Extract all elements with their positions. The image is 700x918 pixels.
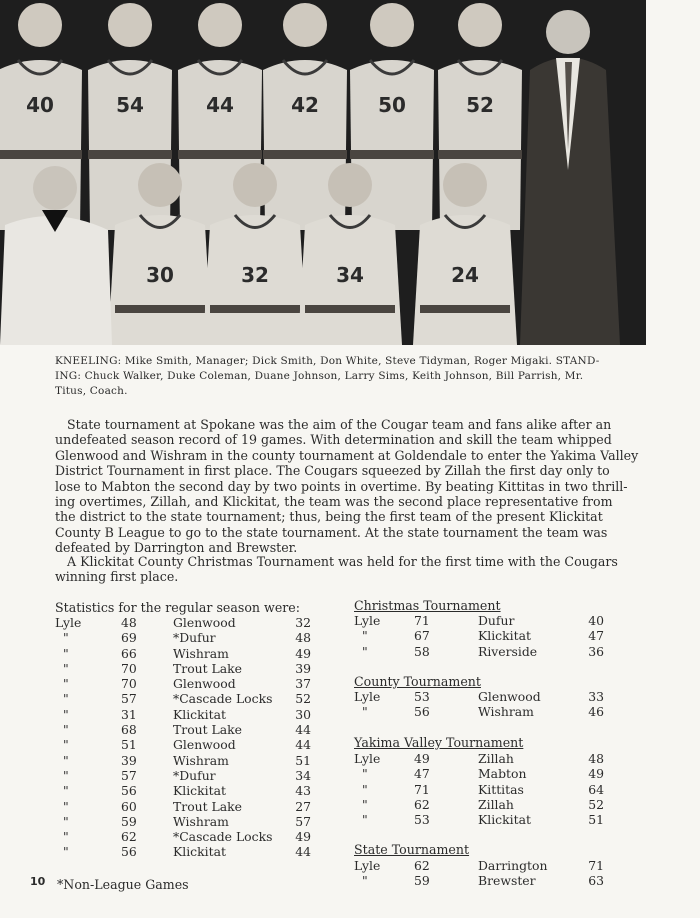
opponent-cell: Glenwood [478, 689, 541, 704]
footnote: *Non-League Games [57, 877, 189, 892]
opponent-score-cell: 63 [588, 873, 604, 889]
opponent-score-cell: 40 [588, 613, 604, 628]
team-cell: " [362, 781, 368, 797]
team-cell: " [362, 628, 368, 644]
game-row [55, 615, 311, 630]
season-summary-paragraph [55, 417, 639, 556]
team-cell: Lyle [354, 689, 381, 704]
opponent-score-cell: 39 [295, 660, 311, 676]
opponent-cell: Klickitat [478, 812, 531, 828]
paragraph-line: defeated by Darrington and Brewster. [55, 540, 298, 556]
game-row [55, 844, 311, 859]
team-cell: " [362, 704, 368, 720]
jersey-number: 42 [291, 93, 319, 117]
team-cell: " [63, 798, 69, 814]
opponent-cell: Glenwood [173, 737, 236, 753]
opponent-score-cell: 30 [295, 706, 311, 722]
team-cell: " [63, 813, 69, 829]
jersey-number: 24 [451, 263, 479, 287]
state-tournament-table [354, 858, 604, 889]
opponent-cell: Trout Lake [173, 660, 243, 676]
opponent-score-cell: 71 [588, 858, 604, 873]
paragraph-line: winning first place. [55, 569, 179, 585]
paragraph-line: A Klickitat County Christmas Tournament was held for the first time with the Cougars [67, 554, 618, 569]
team-cell: " [63, 829, 69, 845]
opponent-score-cell: 49 [295, 645, 311, 661]
jersey-number: 44 [206, 93, 234, 117]
opponent-score-cell: 44 [295, 722, 311, 738]
game-row [55, 691, 311, 706]
county-tournament-title: County Tournament [354, 674, 481, 689]
score-cell: 67 [414, 628, 430, 644]
score-cell: 60 [121, 798, 137, 814]
opponent-cell: Wishram [478, 704, 534, 720]
game-row [354, 782, 604, 797]
score-cell: 59 [414, 873, 430, 889]
state-tournament-title: State Tournament [354, 842, 470, 857]
opponent-score-cell: 49 [295, 829, 311, 845]
score-cell: 59 [121, 813, 137, 829]
score-cell: 56 [414, 704, 430, 720]
game-row [354, 628, 604, 643]
score-cell: 62 [414, 796, 430, 812]
game-row [354, 751, 604, 766]
game-row [55, 799, 311, 814]
score-cell: 66 [121, 645, 137, 661]
team-cell: " [362, 796, 368, 812]
opponent-score-cell: 36 [588, 643, 604, 659]
opponent-cell: *Dufur [173, 767, 216, 783]
score-cell: 57 [121, 767, 137, 783]
opponent-score-cell: 49 [588, 766, 604, 782]
opponent-cell: Klickitat [478, 628, 531, 644]
paragraph-line: ing overtimes, Zillah, and Klickitat, the team was the second place representative from [55, 494, 613, 510]
team-cell: Lyle [354, 858, 381, 873]
score-cell: 51 [121, 737, 137, 753]
team-cell: " [362, 643, 368, 659]
team-cell: " [63, 722, 69, 738]
regular-season-heading: Statistics for the regular season were: [55, 600, 300, 615]
game-row [354, 858, 604, 873]
team-cell: " [63, 706, 69, 722]
opponent-score-cell: 32 [295, 615, 311, 630]
opponent-cell: Wishram [173, 813, 229, 829]
score-cell: 56 [121, 783, 137, 799]
opponent-score-cell: 34 [295, 767, 311, 783]
game-row [55, 630, 311, 645]
score-cell: 39 [121, 752, 137, 768]
opponent-score-cell: 51 [588, 812, 604, 828]
game-row [354, 689, 604, 704]
opponent-score-cell: 64 [588, 781, 604, 797]
opponent-cell: Riverside [478, 643, 538, 659]
paragraph-line: undefeated season record of 19 games. With determination and skill the team whipped [55, 432, 612, 448]
yakima-tournament-title: Yakima Valley Tournament [354, 735, 524, 750]
score-cell: 49 [414, 751, 430, 766]
paragraph-line: the district to the state tournament; thus, being the first team of the present Klickitat [55, 509, 603, 525]
opponent-cell: Wishram [173, 752, 229, 768]
opponent-cell: Trout Lake [173, 798, 243, 814]
team-cell: " [362, 873, 368, 889]
game-row [55, 753, 311, 768]
opponent-cell: Glenwood [173, 615, 236, 630]
paragraph-line: lose to Mabton the second day by two points in overtime. By beating Kittitas in two thrill- [55, 478, 628, 494]
opponent-cell: Brewster [478, 873, 536, 889]
team-photo [0, 0, 646, 345]
score-cell: 31 [121, 706, 137, 722]
jersey-number: 40 [26, 93, 54, 117]
opponent-score-cell: 52 [295, 691, 311, 707]
team-cell: " [362, 812, 368, 828]
game-row [55, 768, 311, 783]
jersey-number: 34 [336, 263, 364, 287]
christmas-paragraph [55, 554, 617, 585]
team-cell: Lyle [354, 751, 381, 766]
paragraph-line: Glenwood and Wishram in the county tournament at Goldendale to enter the Yakima Valley [55, 447, 639, 463]
paragraph-line: State tournament at Spokane was the aim of the Cougar team and fans alike after an [67, 417, 612, 432]
team-cell: " [63, 783, 69, 799]
opponent-cell: Glenwood [173, 676, 236, 692]
team-cell: " [63, 691, 69, 707]
opponent-score-cell: 33 [588, 689, 604, 704]
opponent-cell: Dufur [478, 613, 515, 628]
photo-caption [55, 354, 615, 399]
game-row [354, 613, 604, 628]
team-cell: " [63, 844, 69, 860]
page-number: 10 [30, 875, 46, 888]
caption-line: KNEELING: Mike Smith, Manager; Dick Smith, Don White, Steve Tidyman, Roger Migaki. STAND- [55, 355, 600, 367]
game-row [354, 704, 604, 719]
score-cell: 69 [121, 630, 137, 646]
game-row [55, 722, 311, 737]
game-row [55, 661, 311, 676]
opponent-score-cell: 48 [295, 630, 311, 646]
team-cell: " [63, 737, 69, 753]
score-cell: 71 [414, 781, 430, 797]
game-row [354, 797, 604, 812]
opponent-score-cell: 37 [295, 676, 311, 692]
opponent-cell: Klickitat [173, 844, 226, 860]
opponent-cell: Darrington [478, 858, 548, 873]
opponent-cell: *Dufur [173, 630, 216, 646]
county-tournament-table [354, 689, 604, 720]
team-cell: Lyle [354, 613, 381, 628]
team-cell: " [63, 645, 69, 661]
opponent-score-cell: 52 [588, 796, 604, 812]
opponent-score-cell: 44 [295, 737, 311, 753]
game-row [55, 829, 311, 844]
score-cell: 53 [414, 689, 430, 704]
opponent-score-cell: 46 [588, 704, 604, 720]
opponent-cell: Klickitat [173, 783, 226, 799]
opponent-cell: *Cascade Locks [173, 829, 273, 845]
paragraph-line: District Tournament in first place. The Cougars squeezed by Zillah the first day only to [55, 463, 610, 479]
christmas-tournament-table [354, 613, 604, 659]
team-cell: " [63, 752, 69, 768]
yakima-tournament-table [354, 751, 604, 827]
opponent-score-cell: 57 [295, 813, 311, 829]
jersey-number: 52 [466, 93, 494, 117]
score-cell: 57 [121, 691, 137, 707]
opponent-score-cell: 51 [295, 752, 311, 768]
score-cell: 70 [121, 676, 137, 692]
game-row [354, 873, 604, 888]
opponent-cell: Mabton [478, 766, 527, 782]
game-row [55, 814, 311, 829]
score-cell: 53 [414, 812, 430, 828]
score-cell: 48 [121, 615, 137, 630]
game-row [55, 783, 311, 798]
team-cell: " [63, 767, 69, 783]
jersey-number: 50 [378, 93, 406, 117]
jersey-number: 54 [116, 93, 144, 117]
opponent-score-cell: 47 [588, 628, 604, 644]
team-cell: " [362, 766, 368, 782]
caption-line: Titus, Coach. [55, 385, 128, 397]
score-cell: 68 [121, 722, 137, 738]
opponent-cell: Klickitat [173, 706, 226, 722]
opponent-cell: Zillah [478, 751, 514, 766]
team-cell: " [63, 660, 69, 676]
score-cell: 71 [414, 613, 430, 628]
caption-line: ING: Chuck Walker, Duke Coleman, Duane Johnson, Larry Sims, Keith Johnson, Bill Parrish, Mr. [55, 370, 584, 382]
opponent-cell: Zillah [478, 796, 514, 812]
game-row [55, 646, 311, 661]
opponent-cell: *Cascade Locks [173, 691, 273, 707]
opponent-score-cell: 48 [588, 751, 604, 766]
opponent-score-cell: 44 [295, 844, 311, 860]
team-cell: " [63, 630, 69, 646]
team-cell: " [63, 676, 69, 692]
opponent-score-cell: 43 [295, 783, 311, 799]
christmas-tournament-title: Christmas Tournament [354, 598, 501, 613]
team-photo-illustration [0, 0, 646, 345]
score-cell: 62 [121, 829, 137, 845]
team-cell: Lyle [55, 615, 82, 630]
game-row [55, 737, 311, 752]
opponent-cell: Kittitas [478, 781, 524, 797]
regular-season-table [55, 615, 311, 860]
jersey-number: 32 [241, 263, 269, 287]
game-row [55, 707, 311, 722]
game-row [354, 644, 604, 659]
score-cell: 58 [414, 643, 430, 659]
paragraph-line: County B League to go to the state tournament. At the state tournament the team was [55, 524, 608, 540]
opponent-cell: Trout Lake [173, 722, 243, 738]
game-row [55, 676, 311, 691]
score-cell: 62 [414, 858, 430, 873]
score-cell: 70 [121, 660, 137, 676]
opponent-cell: Wishram [173, 645, 229, 661]
game-row [354, 766, 604, 781]
opponent-score-cell: 27 [295, 798, 311, 814]
score-cell: 56 [121, 844, 137, 860]
game-row [354, 812, 604, 827]
jersey-number: 30 [146, 263, 174, 287]
score-cell: 47 [414, 766, 430, 782]
